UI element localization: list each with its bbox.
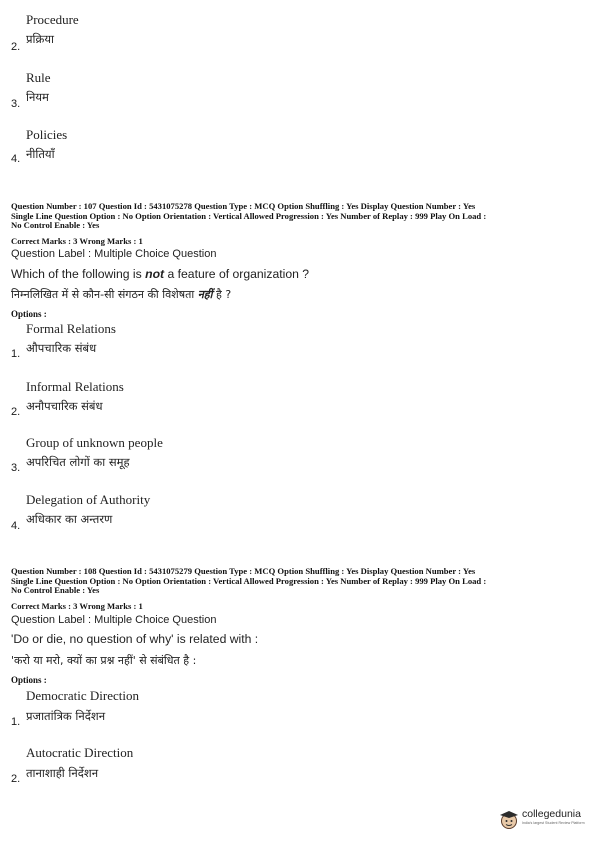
option-text-en: Formal Relations bbox=[26, 321, 116, 336]
option-number: 4. bbox=[11, 520, 21, 532]
option-1[interactable] bbox=[11, 321, 571, 365]
option-1[interactable] bbox=[11, 688, 571, 732]
option-text-hi: नियम bbox=[26, 90, 49, 104]
question-metadata bbox=[11, 567, 586, 596]
metadata-line: Single Line Question Option : No Option Orientation : Vertical Allowed Progression : Yes Number of Replay : 999 Play On Load : bbox=[11, 575, 487, 586]
option-text-hi: प्रजातांत्रिक निर्देशन bbox=[26, 709, 106, 723]
question-text-part: निम्नलिखित में से कौन-सी संगठन की विशेषता bbox=[11, 288, 198, 301]
option-text-hi: अधिकार का अन्तरण bbox=[26, 512, 113, 526]
option-text-en: Delegation of Authority bbox=[26, 492, 151, 507]
option-text-en: Rule bbox=[26, 70, 51, 85]
option-number: 4. bbox=[11, 153, 21, 165]
question-label: Question Label : Multiple Choice Question bbox=[11, 248, 217, 260]
collegedunia-logo bbox=[498, 806, 590, 832]
metadata-line: Single Line Question Option : No Option Orientation : Vertical Allowed Progression : Yes Number of Replay : 999 Play On Load : bbox=[11, 210, 487, 221]
prev-option-3 bbox=[11, 70, 571, 114]
question-text-part: है ? bbox=[212, 288, 232, 301]
question-text-hi: 'करो या मरो, क्यों का प्रश्न नहीं' से संबंधित है : bbox=[11, 654, 197, 667]
prev-option-4 bbox=[11, 127, 571, 171]
option-4[interactable] bbox=[11, 492, 571, 536]
option-number: 2. bbox=[11, 773, 21, 785]
option-text-en: Autocratic Direction bbox=[26, 745, 134, 760]
option-2[interactable] bbox=[11, 379, 571, 423]
option-text-hi: नीतियाँ bbox=[26, 147, 55, 161]
option-number: 1. bbox=[11, 716, 21, 728]
metadata-line: Question Number : 108 Question Id : 5431075279 Question Type : MCQ Option Shuffling : Yes Display Question Number : Yes bbox=[11, 566, 476, 576]
option-number: 2. bbox=[11, 41, 21, 53]
option-text-en: Procedure bbox=[26, 12, 79, 27]
marks-info: Correct Marks : 3 Wrong Marks : 1 bbox=[11, 601, 143, 611]
option-text-en: Group of unknown people bbox=[26, 435, 163, 450]
option-text-en: Informal Relations bbox=[26, 379, 124, 394]
option-3[interactable] bbox=[11, 435, 571, 479]
option-text-hi: प्रक्रिया bbox=[26, 32, 55, 46]
brand-tagline: India's largest Student Review Platform bbox=[522, 821, 585, 825]
question-label: Question Label : Multiple Choice Question bbox=[11, 614, 217, 626]
option-text-hi: अपरिचित लोगों का समूह bbox=[26, 455, 130, 469]
metadata-line: No Control Enable : Yes bbox=[11, 585, 100, 596]
metadata-line: No Control Enable : Yes bbox=[11, 220, 100, 231]
prev-option-2 bbox=[11, 12, 571, 56]
question-text-part: Which of the following is bbox=[11, 267, 146, 281]
question-emphasis: not bbox=[145, 267, 165, 281]
option-text-hi: अनौपचारिक संबंध bbox=[26, 399, 103, 413]
option-2[interactable] bbox=[11, 745, 571, 789]
option-number: 3. bbox=[11, 462, 21, 474]
question-emphasis: नहीं bbox=[197, 288, 213, 301]
option-number: 3. bbox=[11, 98, 21, 110]
question-text-hi bbox=[11, 287, 231, 302]
options-label: Options : bbox=[11, 675, 47, 685]
options-label: Options : bbox=[11, 309, 47, 319]
metadata-line: Question Number : 107 Question Id : 5431075278 Question Type : MCQ Option Shuffling : Yes Display Question Number : Yes bbox=[11, 201, 476, 211]
option-number: 1. bbox=[11, 348, 21, 360]
marks-info: Correct Marks : 3 Wrong Marks : 1 bbox=[11, 236, 143, 246]
mascot-icon bbox=[498, 808, 520, 830]
option-number: 2. bbox=[11, 406, 21, 418]
option-text-en: Policies bbox=[26, 127, 68, 142]
question-text-part: a feature of organization ? bbox=[164, 267, 310, 281]
question-text-en bbox=[11, 267, 309, 281]
option-text-hi: तानाशाही निर्देशन bbox=[26, 766, 99, 780]
brand-name: collegedunia bbox=[522, 808, 581, 820]
question-metadata bbox=[11, 202, 586, 231]
option-text-en: Democratic Direction bbox=[26, 688, 139, 703]
option-text-hi: औपचारिक संबंध bbox=[26, 341, 97, 355]
question-text-en: 'Do or die, no question of why' is related with : bbox=[11, 632, 259, 646]
